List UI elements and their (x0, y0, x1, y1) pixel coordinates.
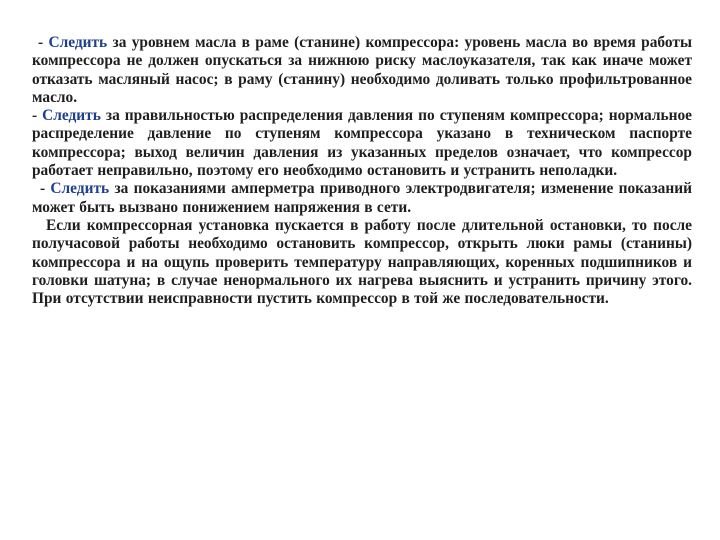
paragraph-body: за правильностью распределения давления по ступеням компрессора; нормальное распределение давление по ступеням компрессора указано в техническом паспорте компрессора; выход величин давления из указанных пределов означает, что компрессор работает неправильно, поэтому его необходимо остановить и устранить неполадки. (32, 107, 692, 180)
paragraph-pressure-distribution (32, 107, 692, 180)
paragraph-ammeter (32, 180, 692, 217)
document-page (32, 34, 692, 308)
paragraph-body: за показаниями амперметра приводного электродвигателя; изменение показаний может быть вызвано понижением напряжения в сети. (32, 180, 692, 216)
keyword-monitor: Следить (50, 180, 110, 198)
bullet-prefix: - (40, 180, 51, 198)
bullet-prefix: - (38, 34, 49, 51)
paragraph-body: за уровнем масла в раме (станине) компрессора: уровень масла во время работы компрессора не должен опускаться за нижнюю риску маслоуказателя, так как иначе может отказать масляный насос; в раму (станину) необходимо доливать только профильтрованное масло. (32, 34, 692, 106)
keyword-monitor: Следить (42, 107, 101, 125)
bullet-prefix: - (32, 107, 43, 125)
paragraph-restart-procedure: Если компрессорная установка пускается в работу после длительной остановки, то после получасовой работы необходимо остановить компрессор, открыть люки рамы (станины) компрессора и на ощупь проверить температуру направляющих, коренных подшипников и головки шатуна; в случае ненормального их нагрева выяснить и устранить причину этого. При отсутствии неисправности пустить компрессор в той же последовательности. (32, 216, 692, 308)
keyword-monitor: Следить (48, 34, 108, 51)
paragraph-oil-level (32, 34, 692, 107)
